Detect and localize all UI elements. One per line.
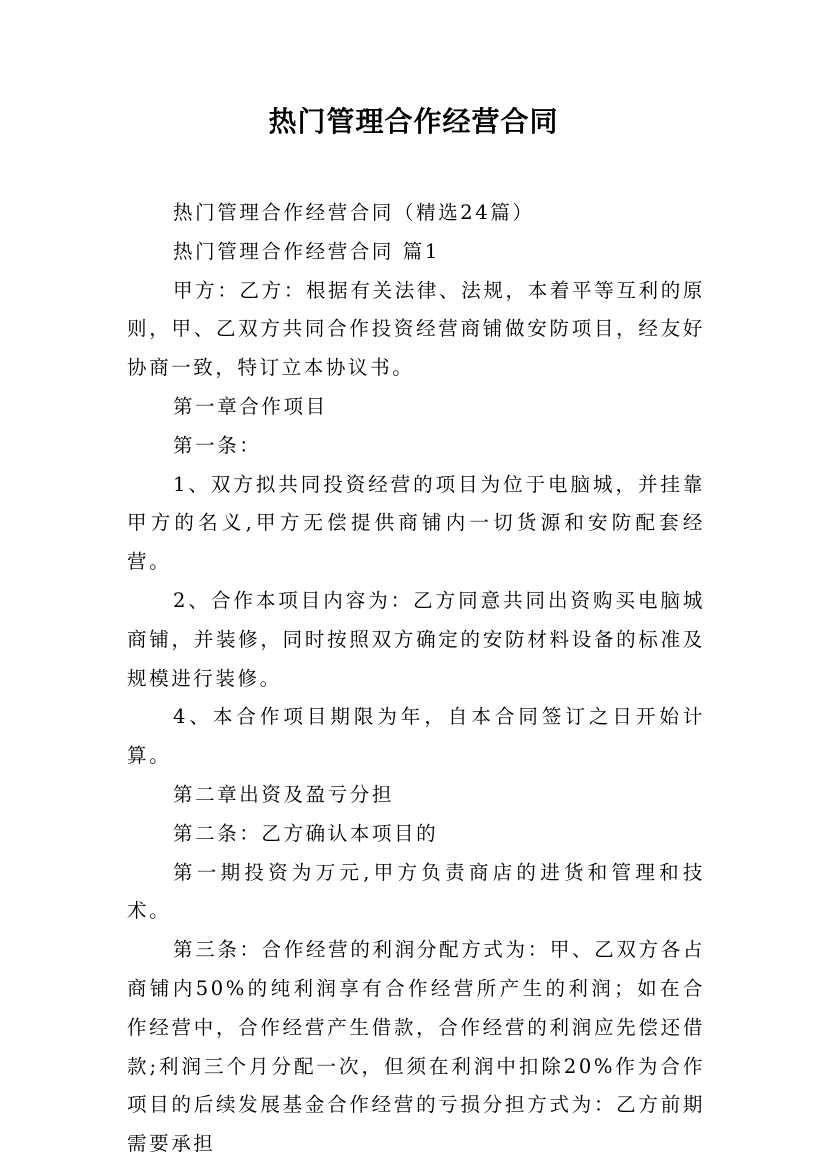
article-2: 第二条：乙方确认本项目的 [173, 821, 439, 845]
clause-1: 1、双方拟共同投资经营的项目为位于电脑城，并挂靠甲方的名义,甲方无偿提供商铺内一切货源和安防配套经营。 [127, 472, 705, 574]
article-3: 第三条：合作经营的利润分配方式为：甲、乙双方各占商铺内50%的纯利润享有合作经营所产生的利润；如在合作经营中，合作经营产生借款，合作经营的利润应先偿还借款;利润三个月分配一次，但须在利润中扣除20%作为合作项目的后续发展基金合作经营的亏损分担方式为：乙方前期需要承担 [127, 938, 705, 1156]
article-2-investment: 第一期投资为万元,甲方负责商店的进货和管理和技术。 [127, 860, 705, 923]
paragraph-collection-title: 热门管理合作经营合同（精选24篇） [173, 201, 535, 224]
paragraph-parties-preamble: 甲方：乙方：根据有关法律、法规，本着平等互利的原则，甲、乙双方共同合作投资经营商铺做安防项目，经友好协商一致，特订立本协议书。 [127, 278, 705, 380]
paragraph-section-heading: 热门管理合作经营合同 篇1 [173, 239, 440, 263]
clause-4: 4、本合作项目期限为年，自本合同签订之日开始计算。 [127, 705, 705, 768]
chapter-heading-1: 第一章合作项目 [173, 394, 328, 418]
clause-2: 2、合作本项目内容为：乙方同意共同出资购买电脑城商铺，并装修，同时按照双方确定的安防材料设备的标准及规模进行装修。 [127, 588, 705, 690]
document-title: 热门管理合作经营合同 [268, 105, 559, 138]
document-body [127, 194, 705, 1164]
article-heading-1: 第一条： [173, 433, 262, 457]
chapter-heading-2: 第二章出资及盈亏分担 [173, 782, 395, 806]
